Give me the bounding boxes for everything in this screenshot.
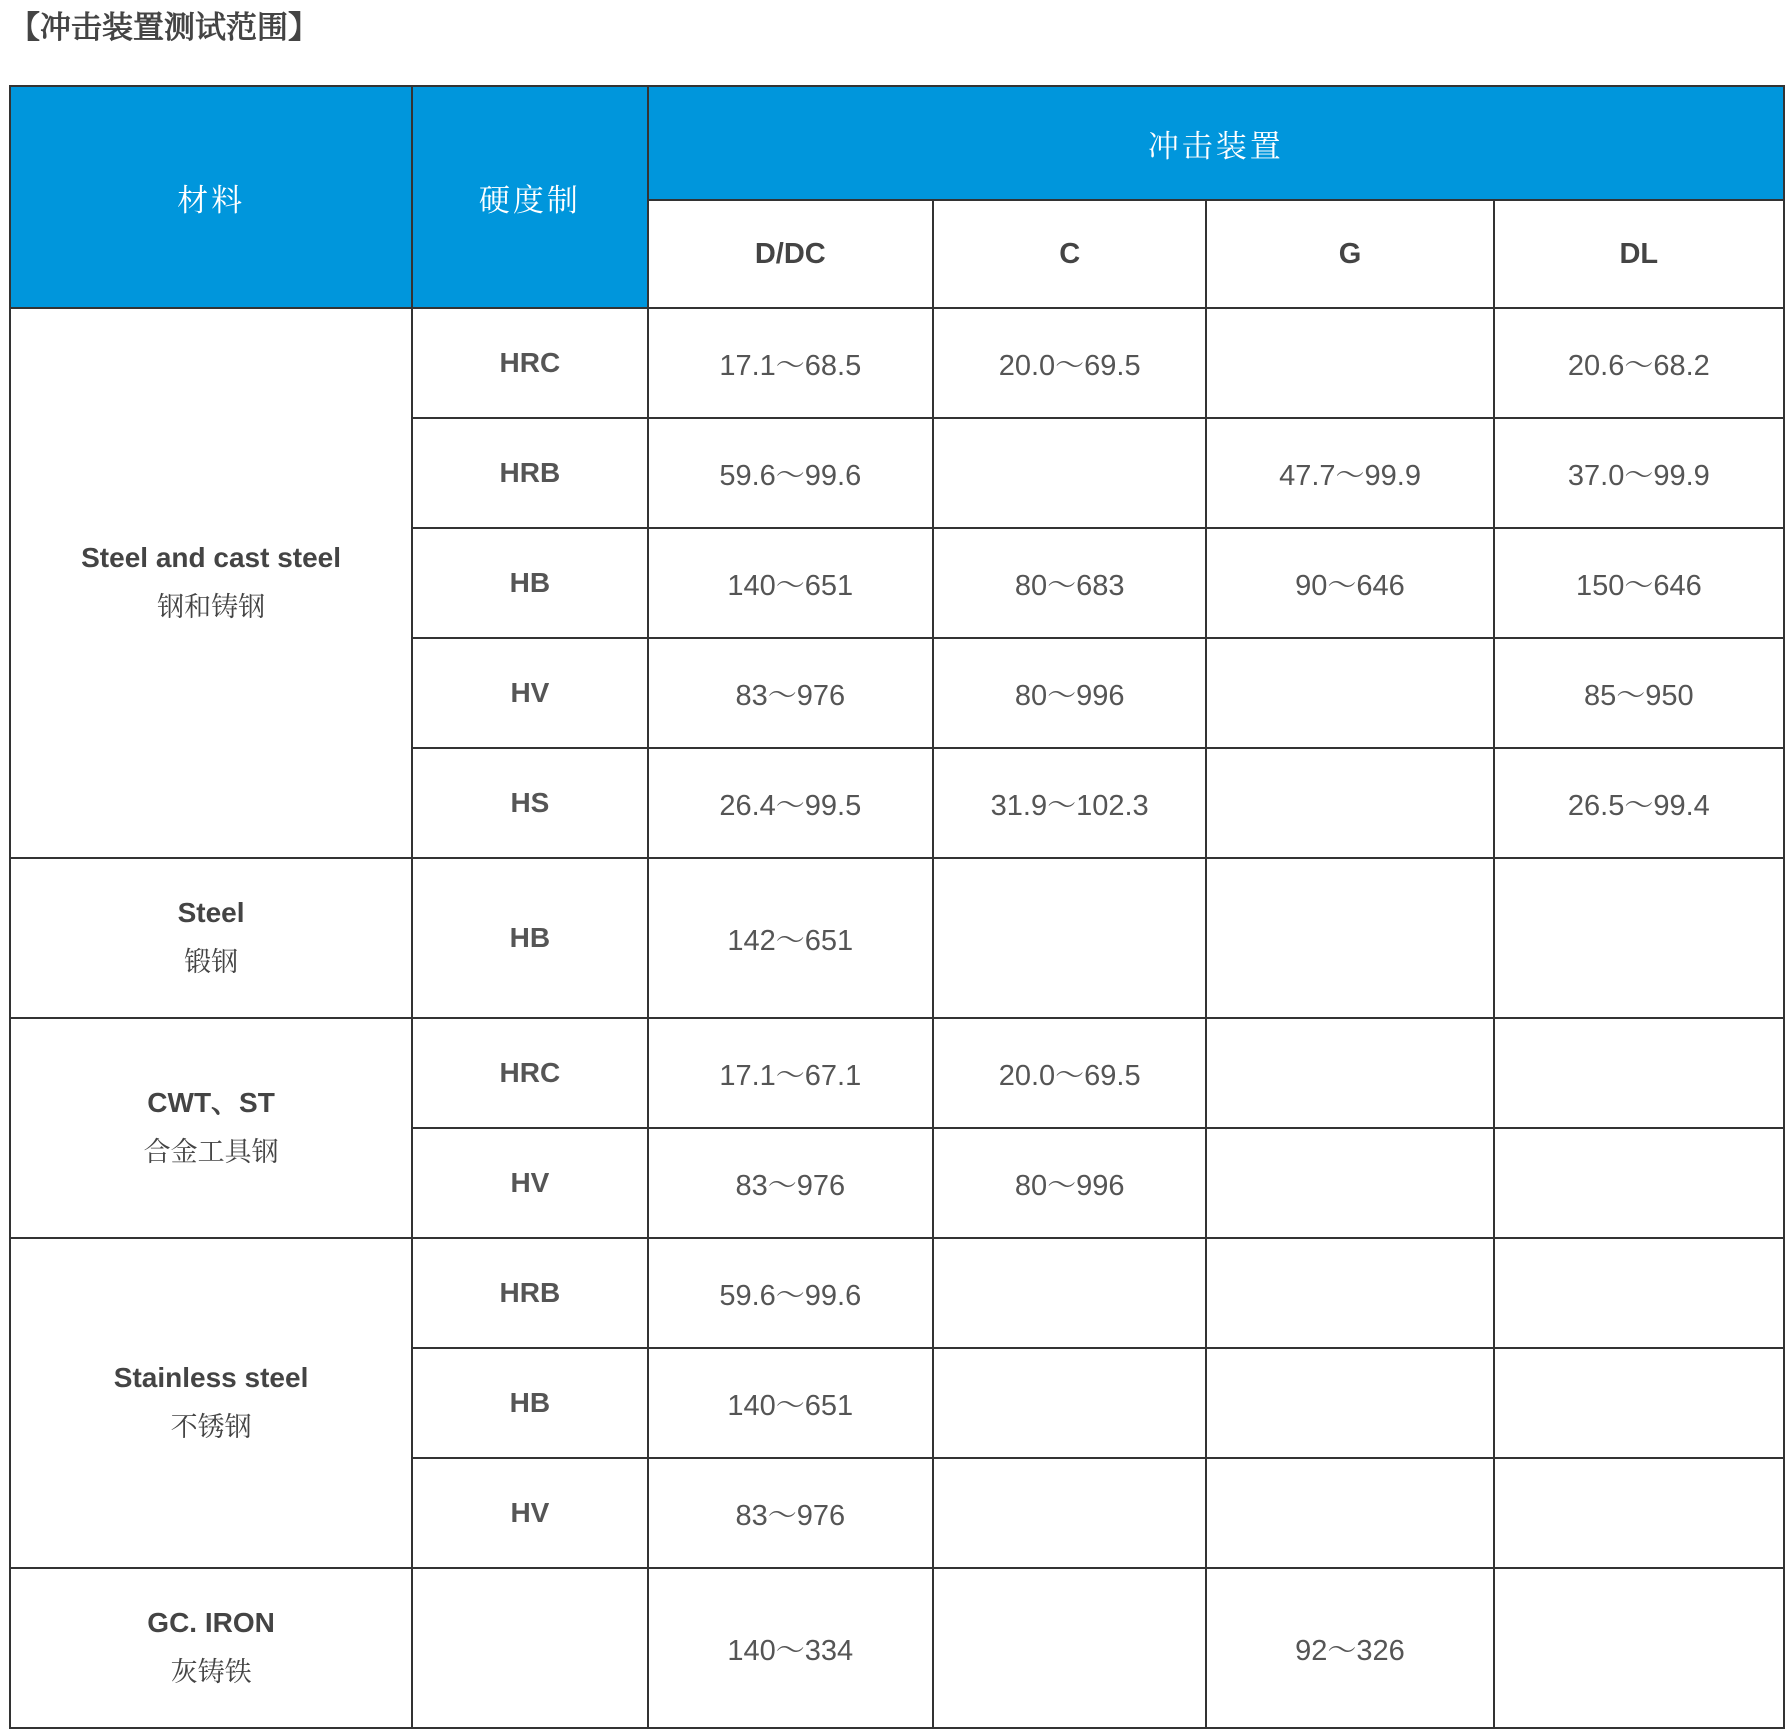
header-device-c: C xyxy=(933,200,1206,308)
hardness-scale-cell: HRC xyxy=(412,1018,647,1128)
material-cell xyxy=(10,308,412,858)
hardness-scale-cell: HB xyxy=(412,528,647,638)
impact-device-range-table xyxy=(9,85,1785,1729)
material-name-en: Steel xyxy=(177,897,245,928)
material-cell xyxy=(10,1568,412,1728)
range-value-g xyxy=(1206,1018,1493,1128)
header-material: 材料 xyxy=(10,86,412,308)
range-value-g: 90～646 xyxy=(1206,528,1493,638)
range-value-d-dc: 142～651 xyxy=(648,858,933,1018)
range-value-c xyxy=(933,1348,1206,1458)
material-cell xyxy=(10,1238,412,1568)
range-value-g xyxy=(1206,1348,1493,1458)
hardness-scale-cell: HRB xyxy=(412,1238,647,1348)
range-value-d-dc: 140～334 xyxy=(648,1568,933,1728)
range-value-dl xyxy=(1494,1458,1784,1568)
range-value-dl: 85～950 xyxy=(1494,638,1784,748)
range-value-c xyxy=(933,1568,1206,1728)
material-name-zh: 灰铸铁 xyxy=(170,1657,252,1688)
material-name-en: Stainless steel xyxy=(113,1362,309,1393)
material-name-zh: 不锈钢 xyxy=(170,1412,252,1443)
header-device-g: G xyxy=(1206,200,1493,308)
range-value-c xyxy=(933,1458,1206,1568)
range-value-d-dc: 26.4～99.5 xyxy=(648,748,933,858)
range-value-c xyxy=(933,858,1206,1018)
material-name-zh: 钢和铸钢 xyxy=(157,592,266,623)
range-value-c: 20.0～69.5 xyxy=(933,1018,1206,1128)
range-value-g xyxy=(1206,1128,1493,1238)
material-name-en: Steel and cast steel xyxy=(81,542,342,573)
range-value-d-dc: 17.1～68.5 xyxy=(648,308,933,418)
range-value-c: 20.0～69.5 xyxy=(933,308,1206,418)
range-value-c: 80～996 xyxy=(933,638,1206,748)
table-row xyxy=(10,858,1784,1018)
material-cell xyxy=(10,1018,412,1238)
range-value-dl: 37.0～99.9 xyxy=(1494,418,1784,528)
range-value-d-dc: 59.6～99.6 xyxy=(648,418,933,528)
range-value-dl xyxy=(1494,858,1784,1018)
material-name-en: GC. IRON xyxy=(147,1607,275,1638)
range-value-dl xyxy=(1494,1018,1784,1128)
range-value-c xyxy=(933,418,1206,528)
table-row xyxy=(10,1238,1784,1348)
range-value-d-dc: 140～651 xyxy=(648,528,933,638)
material-name-en: CWT、ST xyxy=(147,1087,275,1118)
range-value-g xyxy=(1206,1458,1493,1568)
range-value-d-dc: 17.1～67.1 xyxy=(648,1018,933,1128)
page-title: 【冲击装置测试范围】 xyxy=(9,10,319,46)
material-name-zh: 合金工具钢 xyxy=(143,1137,279,1168)
hardness-scale-cell: HS xyxy=(412,748,647,858)
table-row xyxy=(10,1018,1784,1128)
header-impact-device: 冲击装置 xyxy=(648,86,1784,200)
range-value-g xyxy=(1206,748,1493,858)
range-value-dl xyxy=(1494,1568,1784,1728)
range-value-d-dc: 83～976 xyxy=(648,1458,933,1568)
range-value-d-dc: 59.6～99.6 xyxy=(648,1238,933,1348)
range-value-g xyxy=(1206,308,1493,418)
range-value-d-dc: 83～976 xyxy=(648,638,933,748)
header-hardness-scale: 硬度制 xyxy=(412,86,647,308)
range-value-g: 92～326 xyxy=(1206,1568,1493,1728)
range-value-dl: 150～646 xyxy=(1494,528,1784,638)
range-value-d-dc: 83～976 xyxy=(648,1128,933,1238)
range-value-g: 47.7～99.9 xyxy=(1206,418,1493,528)
hardness-scale-cell: HV xyxy=(412,638,647,748)
material-cell xyxy=(10,858,412,1018)
range-value-dl xyxy=(1494,1238,1784,1348)
range-value-c xyxy=(933,1238,1206,1348)
range-value-dl xyxy=(1494,1128,1784,1238)
range-value-dl xyxy=(1494,1348,1784,1458)
hardness-scale-cell: HV xyxy=(412,1458,647,1568)
hardness-scale-cell xyxy=(412,1568,647,1728)
range-value-g xyxy=(1206,858,1493,1018)
header-device-dl: DL xyxy=(1494,200,1784,308)
range-value-d-dc: 140～651 xyxy=(648,1348,933,1458)
range-value-c: 80～996 xyxy=(933,1128,1206,1238)
material-name-zh: 锻钢 xyxy=(184,947,239,978)
hardness-scale-cell: HRB xyxy=(412,418,647,528)
range-value-c: 31.9～102.3 xyxy=(933,748,1206,858)
range-value-g xyxy=(1206,638,1493,748)
range-value-c: 80～683 xyxy=(933,528,1206,638)
header-device-d-dc: D/DC xyxy=(648,200,933,308)
hardness-scale-cell: HV xyxy=(412,1128,647,1238)
range-value-g xyxy=(1206,1238,1493,1348)
range-value-dl: 26.5～99.4 xyxy=(1494,748,1784,858)
table-row xyxy=(10,308,1784,418)
table-row xyxy=(10,1568,1784,1728)
range-value-dl: 20.6～68.2 xyxy=(1494,308,1784,418)
hardness-scale-cell: HB xyxy=(412,1348,647,1458)
hardness-scale-cell: HB xyxy=(412,858,647,1018)
hardness-scale-cell: HRC xyxy=(412,308,647,418)
